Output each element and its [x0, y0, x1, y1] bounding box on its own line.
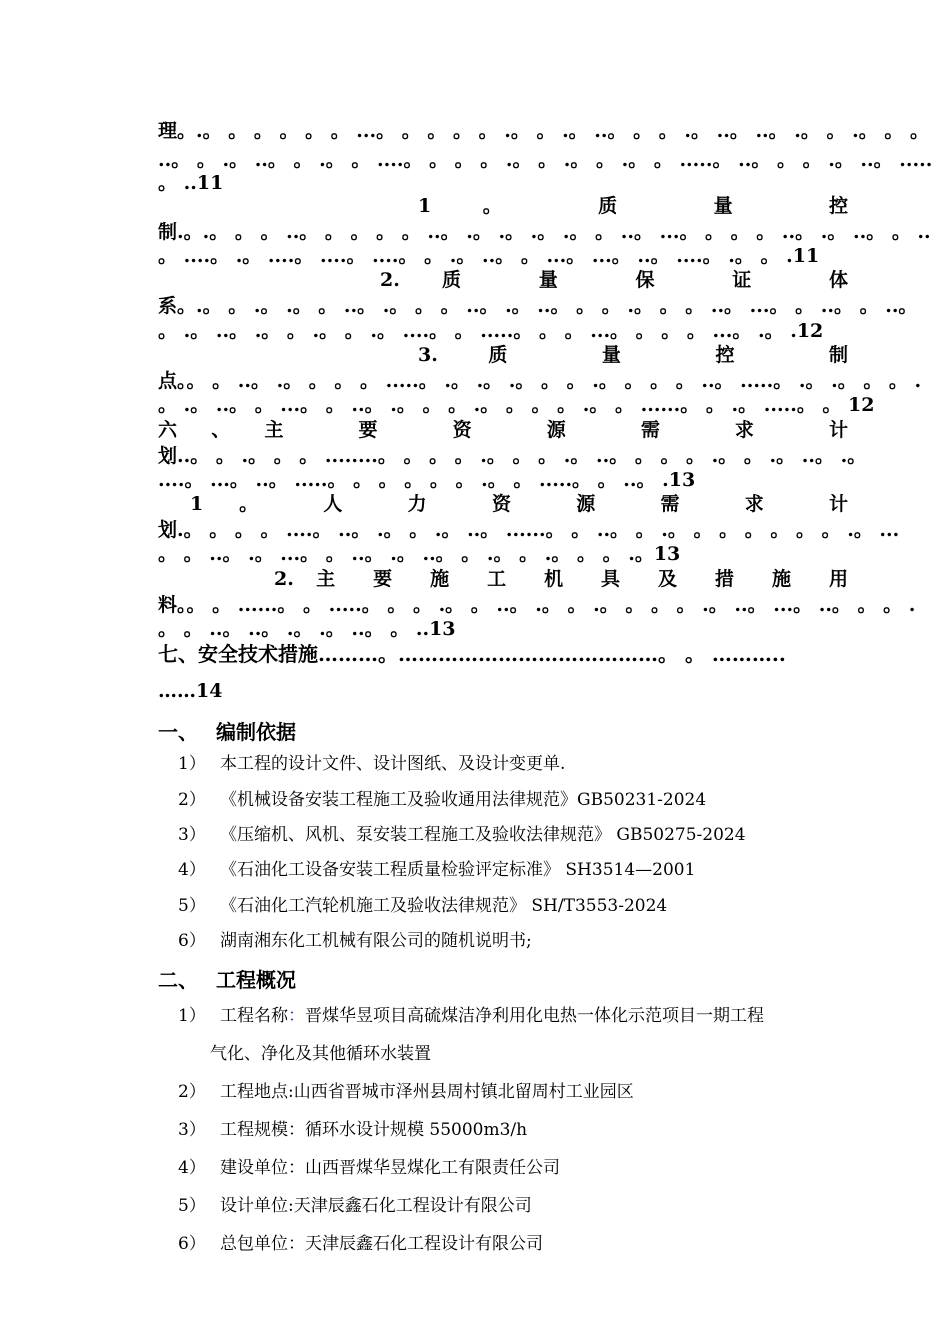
item-index: 4）: [178, 1158, 206, 1178]
toc-line[interactable]: 3. 质 量 控 制: [418, 344, 848, 366]
item-text: 《压缩机、风机、泵安装工程施工及验收法律规范》 GB50275-2024: [220, 825, 746, 845]
toc-line[interactable]: 制.。.。 。 。 ..。 。 。 。 。 ..。 .。 .。 .。 .。 。 ..。 ...。 。 。 。 ..。 .。 ..。 。 ..: [158, 221, 931, 243]
toc-line[interactable]: 。 .。 ..。 。 ...。 。 ..。 .。 。 。 .。 。 。 。 .。 。 ......。 。 .。 .....。 。 12: [158, 394, 875, 416]
section-title: 工程概况: [216, 968, 296, 992]
list-item: [178, 858, 695, 882]
toc-line[interactable]: 。 。 ..。 ..。 .。 .。 ..。 。 ..13: [158, 618, 456, 640]
item-index: 2）: [178, 790, 206, 810]
item-text: 总包单位：天津辰鑫石化工程设计有限公司: [220, 1234, 543, 1254]
toc-line[interactable]: 1 。 质 量 控: [418, 195, 848, 217]
list-item: [178, 929, 532, 953]
item-index: 5）: [178, 896, 206, 916]
toc-line[interactable]: 2. 质 量 保 证 体: [380, 269, 848, 291]
toc-line[interactable]: 理。.。 。 。 。 。 。 ...。 。 。 。 。 .。 。 .。 ..。 。 。 .。 ..。 ..。 .。 。 .。 。 。: [158, 120, 929, 142]
item-text: 《石油化工汽轮机施工及验收法律规范》 SH/T3553-2024: [220, 896, 668, 916]
item-text: 设计单位:天津辰鑫石化工程设计有限公司: [220, 1196, 532, 1216]
section-heading: [158, 716, 296, 745]
list-item: [178, 1080, 634, 1104]
item-text: 工程地点:山西省晋城市泽州县周村镇北留周村工业园区: [220, 1082, 634, 1102]
toc-line[interactable]: 。 。 ..。 .。 ...。 。 ..。 .。 ..。 。 .。 。 .。 。 。 .。13: [158, 543, 681, 565]
item-value: 晋煤华昱项目高硫煤洁净利用化电热一体化示范项目一期工程: [305, 1006, 764, 1026]
item-text: 《机械设备安装工程施工及验收通用法律规范》GB50231-2024: [220, 790, 707, 810]
list-item: [178, 823, 746, 847]
item-index: 1）: [178, 1006, 206, 1026]
toc-line[interactable]: 划.。 。 。 。 ....。 ..。 .。 。 .。 ..。 ......。 。 ..。 。 .。 。 。 。 。 。 。 .。 ...: [158, 519, 900, 541]
item-text: 湖南湘东化工机械有限公司的随机说明书;: [220, 931, 532, 951]
list-item: [178, 1156, 560, 1180]
item-index: 6）: [178, 1234, 206, 1254]
item-text: 建设单位：山西晋煤华昱煤化工有限责任公司: [220, 1158, 560, 1178]
toc-line[interactable]: 划..。 。 .。 。 。 ........。 。 。 。 .。 。 。 .。 ..。 。 。 。 .。 。 .。 ..。 .。: [158, 445, 867, 467]
list-item: [178, 752, 565, 776]
toc-line[interactable]: ..。 。 .。 ..。 。 .。 。 ....。 。 。 。 .。 。 .。 。 .。 。 .....。 ..。 。 。 .。 ..。 .....: [158, 149, 933, 171]
item-index: 4）: [178, 860, 206, 880]
toc-line[interactable]: 2. 主 要 施 工 机 具 及 措 施 用: [274, 568, 848, 590]
list-item: [178, 1118, 527, 1142]
item-text: 《石油化工设备安装工程质量检验评定标准》 SH3514—2001: [220, 860, 696, 880]
toc-line[interactable]: 。 ....。 .。 ....。 ....。 ....。 。 .。 ..。 。 ...。 ...。 ..。 ....。 .。 。 .11: [158, 245, 820, 267]
list-item: [178, 1232, 543, 1256]
item-continuation: 气化、净化及其他循环水装置: [210, 1044, 431, 1064]
list-item: [178, 1004, 858, 1066]
item-index: 6）: [178, 931, 206, 951]
toc-line[interactable]: 。 .。 ..。 .。 。 .。 。 .。 ....。 。 .....。 。 。 ...。 。 。 。 ...。 .。 .12: [158, 320, 824, 342]
section-number: 二、: [158, 968, 198, 992]
section-heading: [158, 964, 296, 993]
toc-line[interactable]: 系。.。 。 .。 .。 。 ..。 .。 。 。 ..。 .。 ..。 。 。 .。 。 。 ..。 ...。 。 ..。 。 ..。: [158, 295, 918, 317]
item-label: 工程名称: [220, 1006, 288, 1026]
section-number: 一、: [158, 720, 198, 744]
section-title: 编制依据: [216, 720, 296, 744]
item-index: 3）: [178, 825, 206, 845]
item-colon: ：: [288, 1006, 305, 1026]
item-index: 3）: [178, 1120, 206, 1140]
toc-line[interactable]: ……14: [158, 680, 223, 702]
toc-line[interactable]: 料。。 。 ......。 。 .....。 。 。 .。 。 ..。 .。 。 .。 。 。 。 .。 ..。 ...。 ..。 。 。 .: [158, 594, 916, 616]
toc-line[interactable]: 。 ..11: [158, 172, 224, 194]
toc-line[interactable]: 七、安全技术措施………。…………………………………。 。 ………..: [158, 642, 786, 666]
toc-line[interactable]: 1 。 人 力 资 源 需 求 计: [190, 493, 848, 515]
item-index: 2）: [178, 1082, 206, 1102]
item-text: 工程规模：循环水设计规模 55000m3/h: [220, 1120, 528, 1140]
item-index: 1）: [178, 754, 206, 774]
toc-line[interactable]: ....。 ...。 ..。 .....。 。 。 。 。 。 .。 。 .....。 。 ..。 .13: [158, 469, 696, 491]
item-text: 本工程的设计文件、设计图纸、及设计变更单.: [220, 754, 566, 774]
toc-line[interactable]: 六、主 要 资 源 需 求 计: [158, 419, 848, 441]
list-item: [178, 894, 667, 918]
item-index: 5）: [178, 1196, 206, 1216]
list-item: [178, 788, 706, 812]
list-item: [178, 1194, 532, 1218]
toc-line[interactable]: 点。。 。 ..。 .。 。 。 。 .....。 .。 .。 .。 。 。 .。 。 。 。 ..。 .....。 .。 .。 。 。 .: [158, 370, 922, 392]
